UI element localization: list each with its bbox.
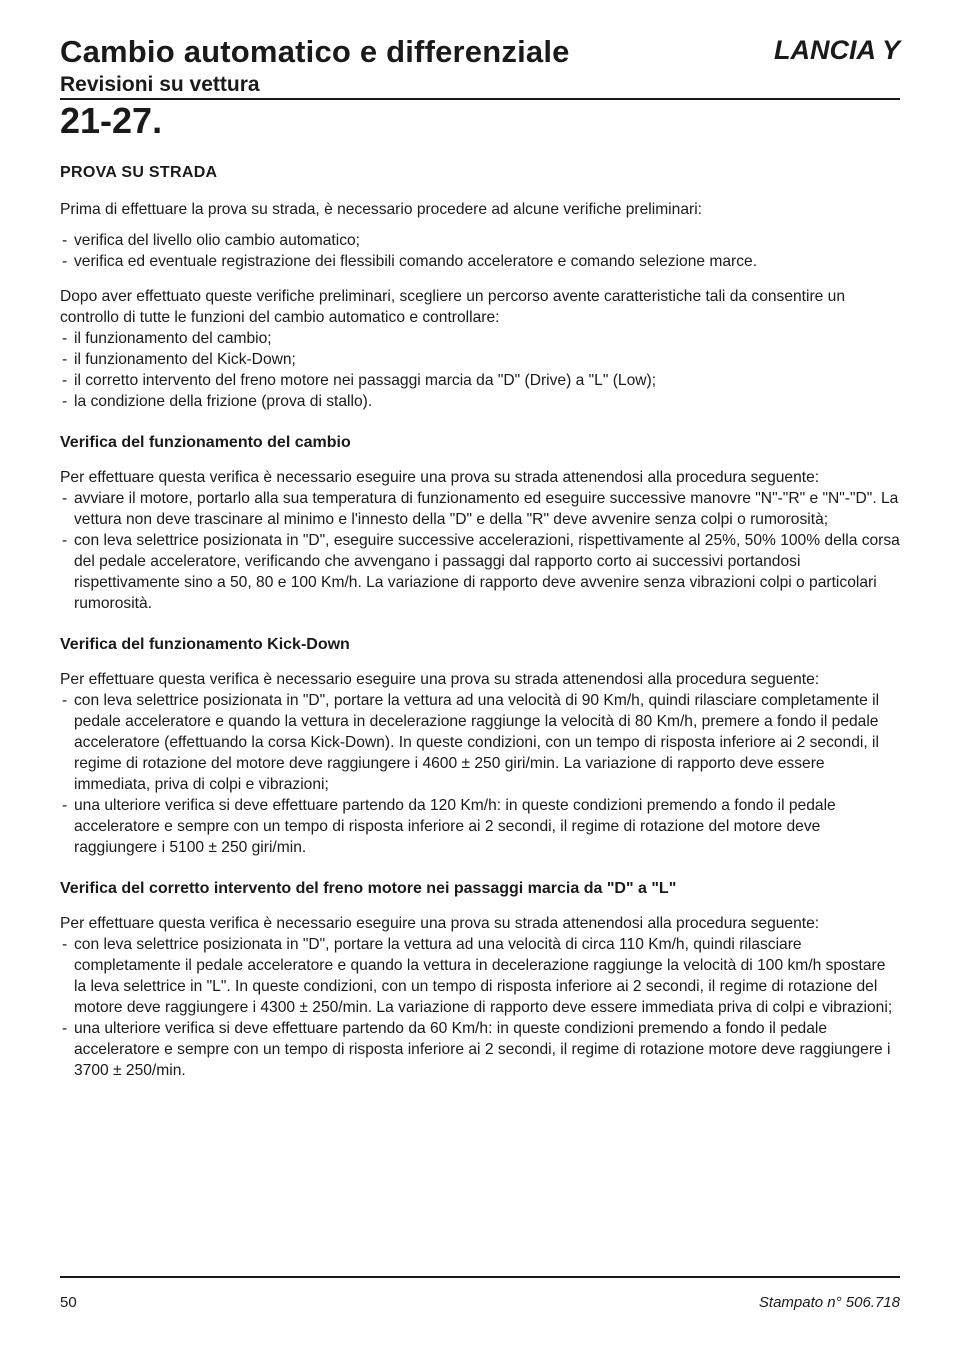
brand-name: LANCIA Y <box>773 35 900 65</box>
controls-list <box>60 328 900 412</box>
list-item: - verifica del livello olio cambio automatico; <box>60 230 900 251</box>
chapter-title: Cambio automatico e differenziale <box>60 34 570 69</box>
print-reference: Stampato n° 506.718 <box>758 1294 900 1311</box>
preliminary-checks-list <box>60 230 900 272</box>
procedure-list <box>60 488 900 614</box>
list-item: - il funzionamento del Kick-Down; <box>60 349 900 370</box>
section-title: PROVA SU STRADA <box>60 164 218 181</box>
footer-divider <box>60 1276 900 1278</box>
list-item: - il funzionamento del cambio; <box>60 328 900 349</box>
subsection-intro: Per effettuare questa verifica è necessario eseguire una prova su strada attenendosi alla procedura seguente: <box>60 671 820 688</box>
procedure-list <box>60 934 900 1081</box>
list-item: - una ulteriore verifica si deve effettuare partendo da 60 Km/h: in queste condizioni premendo a fondo il pedale acceleratore e sempre con un tempo di risposta inferiore ai 2 secondi, il regime di rotazione motore deve raggiungere i 3700 ± 250/min. <box>60 1018 900 1081</box>
subsection-title: Verifica del funzionamento del cambio <box>60 434 351 451</box>
list-item: - il corretto intervento del freno motore nei passaggi marcia da "D" (Drive) a "L" (Low); <box>60 370 900 391</box>
subsection-title: Verifica del corretto intervento del freno motore nei passaggi marcia da "D" a "L" <box>60 880 677 897</box>
subsection-intro: Per effettuare questa verifica è necessario eseguire una prova su strada attenendosi alla procedura seguente: <box>60 469 820 486</box>
page-number: 50 <box>60 1294 77 1311</box>
list-item: - con leva selettrice posizionata in "D", eseguire successive accelerazioni, rispettivamente al 25%, 50% 100% della corsa del pedale acceleratore, verificando che avvengano i passaggi dal rapporto corto ai successivi portandosi rispettivamente sino a 50, 80 e 100 Km/h. La variazione di rapporto deve avvenire senza vibrazioni colpi o particolari rumorosità. <box>60 530 900 614</box>
chapter-subtitle: Revisioni su vettura <box>60 73 260 96</box>
header-divider <box>60 98 900 100</box>
list-item: - verifica ed eventuale registrazione dei flessibili comando acceleratore e comando selezione marce. <box>60 251 900 272</box>
list-item: - avviare il motore, portarlo alla sua temperatura di funzionamento ed eseguire successive manovre "N"-"R" e "N"-"D". La vettura non deve trascinare al minimo e l'innesto della "D" e della "R" deve avvenire senza colpi o rumorosità; <box>60 488 900 530</box>
page-content <box>60 162 900 1091</box>
subsection-title: Verifica del funzionamento Kick-Down <box>60 636 350 653</box>
route-paragraph: Dopo aver effettuato queste verifiche preliminari, scegliere un percorso avente caratteristiche tali da consentire un controllo di tutte le funzioni del cambio automatico e controllare: <box>60 288 846 326</box>
subsection-intro: Per effettuare questa verifica è necessario eseguire una prova su strada attenendosi alla procedura seguente: <box>60 915 820 932</box>
section-intro: Prima di effettuare la prova su strada, è necessario procedere ad alcune verifiche preliminari: <box>60 201 702 218</box>
procedure-list <box>60 690 900 858</box>
list-item: - con leva selettrice posizionata in "D", portare la vettura ad una velocità di circa 110 Km/h, quindi rilasciare completamente il pedale acceleratore e quando la vettura in decelerazione raggiunge la velocità di 100 km/h spostare la leva selettrice in "L". In queste condizioni, con un tempo di risposta inferiore ai 2 secondi, il regime di rotazione del motore deve raggiungere i 4300 ± 250/min. La variazione di rapporto deve essere immediata priva di colpi e vibrazioni; <box>60 934 900 1018</box>
list-item: - con leva selettrice posizionata in "D", portare la vettura ad una velocità di 90 Km/h, quindi rilasciare completamente il pedale acceleratore e quando la vettura in decelerazione raggiunge la velocità di 80 Km/h, premere a fondo il pedale acceleratore (effettuando la corsa Kick-Down). In queste condizioni, con un tempo di risposta inferiore ai 2 secondi, il regime di rotazione del motore deve raggiungere i 4600 ± 250 giri/min. La variazione di rapporto deve essere immediata, priva di colpi e vibrazioni; <box>60 690 900 795</box>
list-item: - la condizione della frizione (prova di stallo). <box>60 391 900 412</box>
section-code: 21-27. <box>60 100 163 141</box>
list-item: - una ulteriore verifica si deve effettuare partendo da 120 Km/h: in queste condizioni premendo a fondo il pedale acceleratore e sempre con un tempo di risposta inferiore ai 2 secondi, il regime di rotazione del motore deve raggiungere i 5100 ± 250 giri/min. <box>60 795 900 858</box>
